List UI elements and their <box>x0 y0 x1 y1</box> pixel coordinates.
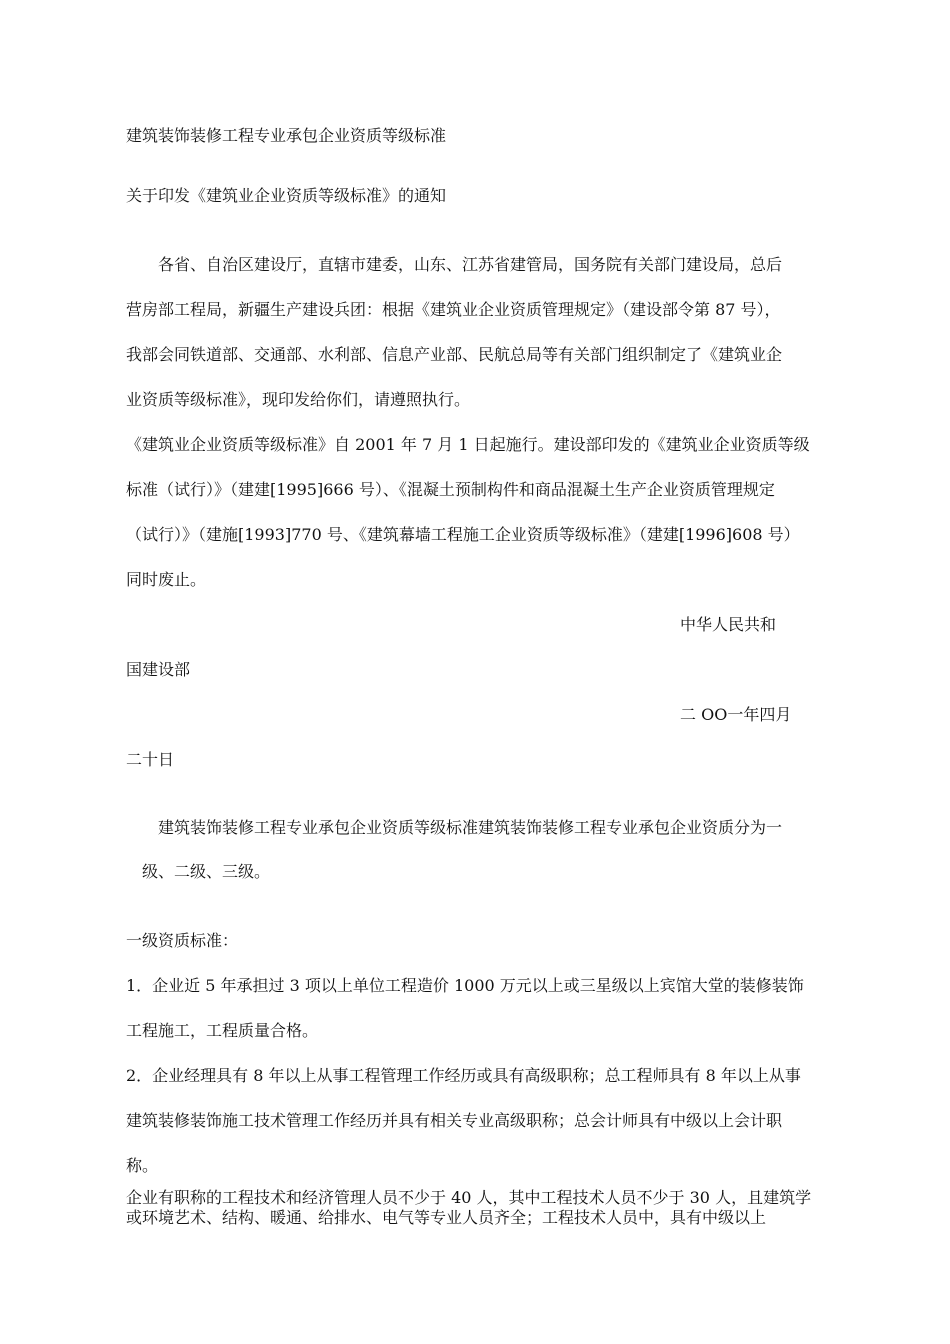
body-line: 同时废止。 <box>126 570 207 589</box>
signature-org: 中华人民共和 <box>680 615 777 634</box>
item3-paragraph: 企业有职称的工程技术和经济管理人员不少于 40 人，其中工程技术人员不少于 30 人，且建筑学或环境艺术、结构、暖通、给排水、电气等专业人员齐全；工程技术人员中，具有中级以上 <box>126 1188 812 1227</box>
document-title: 建筑装饰装修工程专业承包企业资质等级标准 <box>126 126 447 145</box>
signature-date-cont: 二十日 <box>126 750 175 769</box>
body-line: 《建筑业企业资质等级标准》自 2001 年 7 月 1 日起施行。建设部印发的《建筑业企业资质等级 <box>126 435 810 454</box>
intro-line: 建筑装饰装修工程专业承包企业资质等级标准建筑装饰装修工程专业承包企业资质分为一 <box>158 818 783 837</box>
item1-line: 工程施工，工程质量合格。 <box>126 1021 319 1040</box>
body-line: 营房部工程局，新疆生产建设兵团：根据《建筑业企业资质管理规定》（建设部令第 87 号）， <box>126 300 781 319</box>
body-line: 标准（试行）》（建建[1995]666 号）、《混凝土预制构件和商品混凝土生产企业资质管理规定 <box>126 480 775 499</box>
intro-line: 级、二级、三级。 <box>142 862 271 881</box>
body-line: （试行）》（建施[1993]770 号、《建筑幕墙工程施工企业资质等级标准》（建建[1996]608 号） <box>126 525 800 544</box>
notice-title: 关于印发《建筑业企业资质等级标准》的通知 <box>126 186 447 205</box>
signature-date: 二 OO一年四月 <box>680 705 792 724</box>
item2-line: 称。 <box>126 1156 159 1175</box>
body-line: 业资质等级标准》，现印发给你们，请遵照执行。 <box>126 390 471 409</box>
body-line: 我部会同铁道部、交通部、水利部、信息产业部、民航总局等有关部门组织制定了《建筑业企 <box>126 345 783 364</box>
signature-org-cont: 国建设部 <box>126 660 191 679</box>
item2-line: 2．企业经理具有 8 年以上从事工程管理工作经历或具有高级职称；总工程师具有 8 年以上从事 <box>126 1066 801 1085</box>
item2-line: 建筑装修装饰施工技术管理工作经历并具有相关专业高级职称；总会计师具有中级以上会计职 <box>126 1111 783 1130</box>
level1-heading: 一级资质标准： <box>126 931 239 950</box>
item1-line: 1．企业近 5 年承担过 3 项以上单位工程造价 1000 万元以上或三星级以上宾馆大堂的装修装饰 <box>126 976 804 995</box>
body-line: 各省、自治区建设厅，直辖市建委，山东、江苏省建管局，国务院有关部门建设局，总后 <box>158 255 783 274</box>
